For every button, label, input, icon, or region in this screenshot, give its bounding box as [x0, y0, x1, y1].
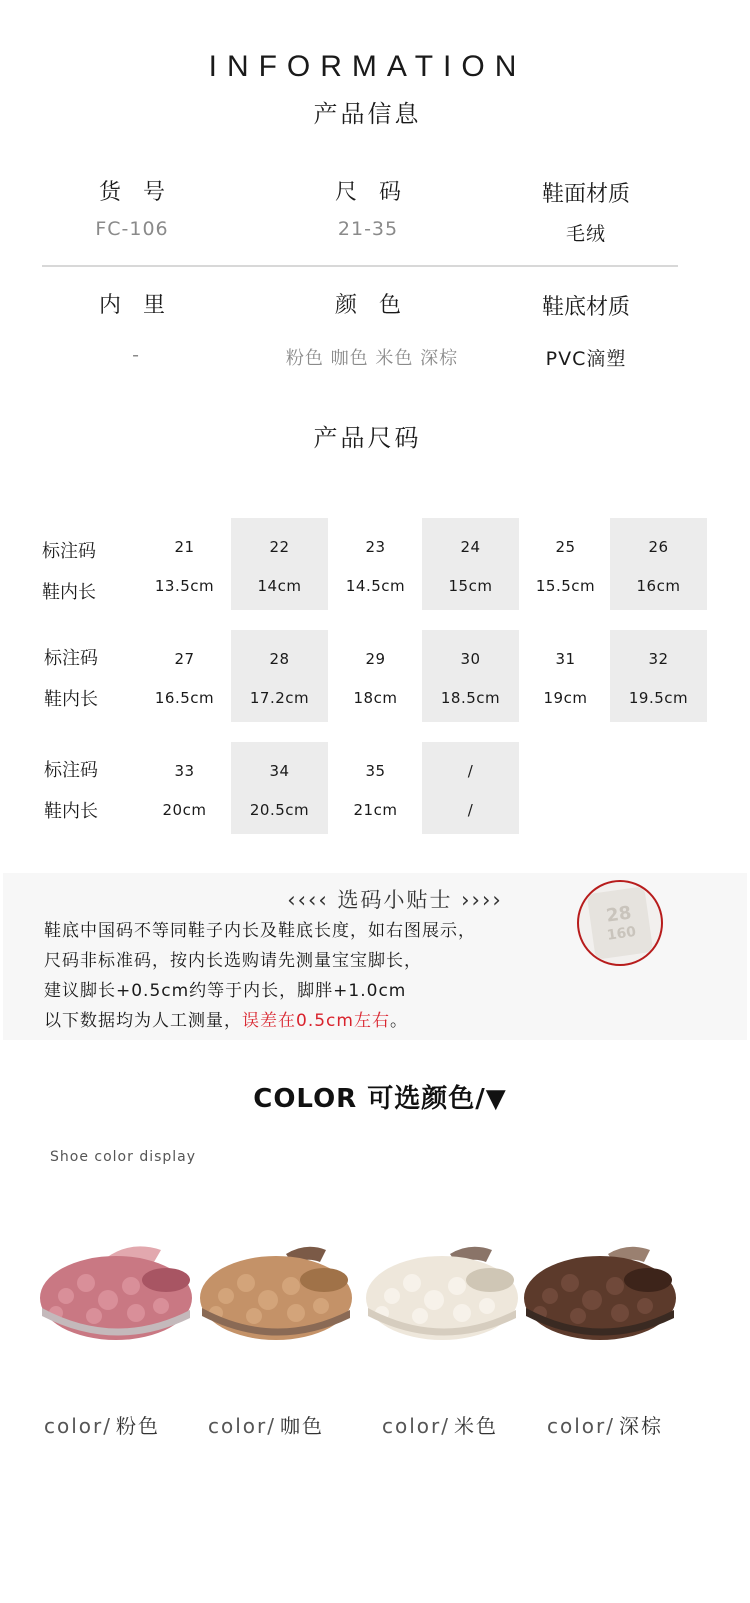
length-value: 16cm	[636, 577, 681, 595]
size-cell	[136, 742, 233, 834]
shoe-image-tan	[196, 1238, 356, 1348]
tips-line: 鞋底中国码不等同鞋子内长及鞋底长度，如右图展示，	[44, 921, 476, 941]
shoe-opening	[300, 1268, 348, 1292]
color-prefix: color/	[44, 1414, 112, 1438]
tips-line: 尺码非标准码，按内长选购请先测量宝宝脚长，	[44, 951, 422, 971]
size-cell	[231, 630, 328, 722]
size-value: 27	[174, 650, 195, 668]
color-label-dark-brown	[547, 1410, 663, 1439]
size-value: 25	[555, 538, 576, 556]
length-value: 18cm	[353, 689, 398, 707]
size-cell	[610, 630, 707, 722]
color-prefix: color/	[547, 1414, 615, 1438]
size-value: 28	[269, 650, 290, 668]
spec-value-size: 21-35	[337, 218, 399, 240]
spec-value-lining: -	[132, 344, 140, 366]
size-cell	[327, 742, 424, 834]
length-value: 15.5cm	[535, 577, 596, 595]
size-value: 24	[460, 538, 481, 556]
size-value: 34	[269, 762, 290, 780]
length-value: 20.5cm	[249, 801, 310, 819]
length-value: 19cm	[543, 689, 588, 707]
length-value: 14.5cm	[345, 577, 406, 595]
color-name: 咖色	[280, 1414, 324, 1438]
shoe-opening	[142, 1268, 190, 1292]
spec-value-sku: FC-106	[95, 218, 169, 240]
shoe-color-display-label: Shoe color display	[50, 1149, 197, 1165]
size-cell	[327, 518, 424, 610]
size-value: 21	[174, 538, 195, 556]
length-value: 19.5cm	[628, 689, 689, 707]
spec-label-color: 颜 色	[334, 293, 401, 318]
row-label-size: 标注码	[44, 648, 98, 669]
color-prefix: color/	[382, 1414, 450, 1438]
length-value: 17.2cm	[249, 689, 310, 707]
size-cell	[422, 630, 519, 722]
color-section-title: COLOR 可选颜色/▼	[253, 1084, 507, 1114]
row-label-length: 鞋内长	[44, 689, 98, 710]
length-value: 20cm	[162, 801, 207, 819]
shoe-image-dark-brown	[520, 1238, 680, 1348]
spec-divider	[42, 265, 678, 267]
row-label-length: 鞋内长	[42, 582, 96, 603]
size-value: /	[467, 762, 474, 780]
size-cell	[422, 518, 519, 610]
size-value: 29	[365, 650, 386, 668]
sole-closeup-image	[577, 880, 663, 966]
shoe-opening	[624, 1268, 672, 1292]
size-value: 32	[648, 650, 669, 668]
length-value: /	[467, 801, 474, 819]
spec-label-lining: 内 里	[98, 293, 165, 318]
size-value: 35	[365, 762, 386, 780]
row-label-size: 标注码	[44, 760, 98, 781]
size-cell	[517, 518, 614, 610]
sole-print	[587, 886, 654, 959]
size-tips-title: ‹‹‹‹ 选码小贴士 ››››	[287, 888, 503, 912]
spec-label-size: 尺 码	[334, 180, 401, 205]
tips-line	[44, 1006, 408, 1031]
color-label-tan	[208, 1410, 324, 1439]
spec-label-sole-material: 鞋底材质	[541, 295, 630, 320]
tips-line-suffix: 。	[389, 1011, 408, 1031]
length-value: 15cm	[448, 577, 493, 595]
color-label-pink	[44, 1410, 160, 1439]
size-cell	[517, 630, 614, 722]
size-value: 22	[269, 538, 290, 556]
sole-length-number: 160	[605, 923, 638, 944]
info-subtitle: 产品信息	[313, 100, 422, 128]
size-value: 26	[648, 538, 669, 556]
shoe-image-pink	[36, 1238, 196, 1348]
spec-label-sku: 货 号	[98, 180, 165, 205]
size-cell	[422, 742, 519, 834]
size-value: 33	[174, 762, 195, 780]
size-cell	[136, 630, 233, 722]
size-cell	[231, 742, 328, 834]
length-value: 14cm	[257, 577, 302, 595]
row-label-size: 标注码	[42, 541, 96, 562]
spec-value-upper-material: 毛绒	[565, 223, 606, 245]
tips-line: 建议脚长+0.5cm约等于内长，脚胖+1.0cm	[44, 981, 407, 1001]
spec-value-color: 粉色 咖色 米色 深棕	[285, 348, 459, 369]
color-name: 粉色	[116, 1414, 160, 1438]
shoe-image-beige	[362, 1238, 522, 1348]
size-value: 30	[460, 650, 481, 668]
sole-size-number: 28	[604, 902, 633, 927]
color-prefix: color/	[208, 1414, 276, 1438]
spec-value-sole-material: PVC滴塑	[545, 348, 627, 370]
tips-line-prefix: 以下数据均为人工测量，	[44, 1011, 242, 1031]
length-value: 21cm	[353, 801, 398, 819]
length-value: 13.5cm	[154, 577, 215, 595]
size-section-title: 产品尺码	[313, 424, 422, 452]
size-value: 23	[365, 538, 386, 556]
color-label-beige	[382, 1410, 498, 1439]
color-name: 深棕	[619, 1414, 663, 1438]
length-value: 16.5cm	[154, 689, 215, 707]
size-cell	[327, 630, 424, 722]
shoe-opening	[466, 1268, 514, 1292]
info-title: INFORMATION	[208, 50, 527, 83]
size-cell	[610, 518, 707, 610]
spec-label-upper-material: 鞋面材质	[541, 182, 630, 207]
color-name: 米色	[454, 1414, 498, 1438]
tips-error-highlight: 误差在0.5cm左右	[242, 1011, 390, 1031]
size-cell	[136, 518, 233, 610]
size-value: 31	[555, 650, 576, 668]
size-cell	[231, 518, 328, 610]
length-value: 18.5cm	[440, 689, 501, 707]
row-label-length: 鞋内长	[44, 801, 98, 822]
